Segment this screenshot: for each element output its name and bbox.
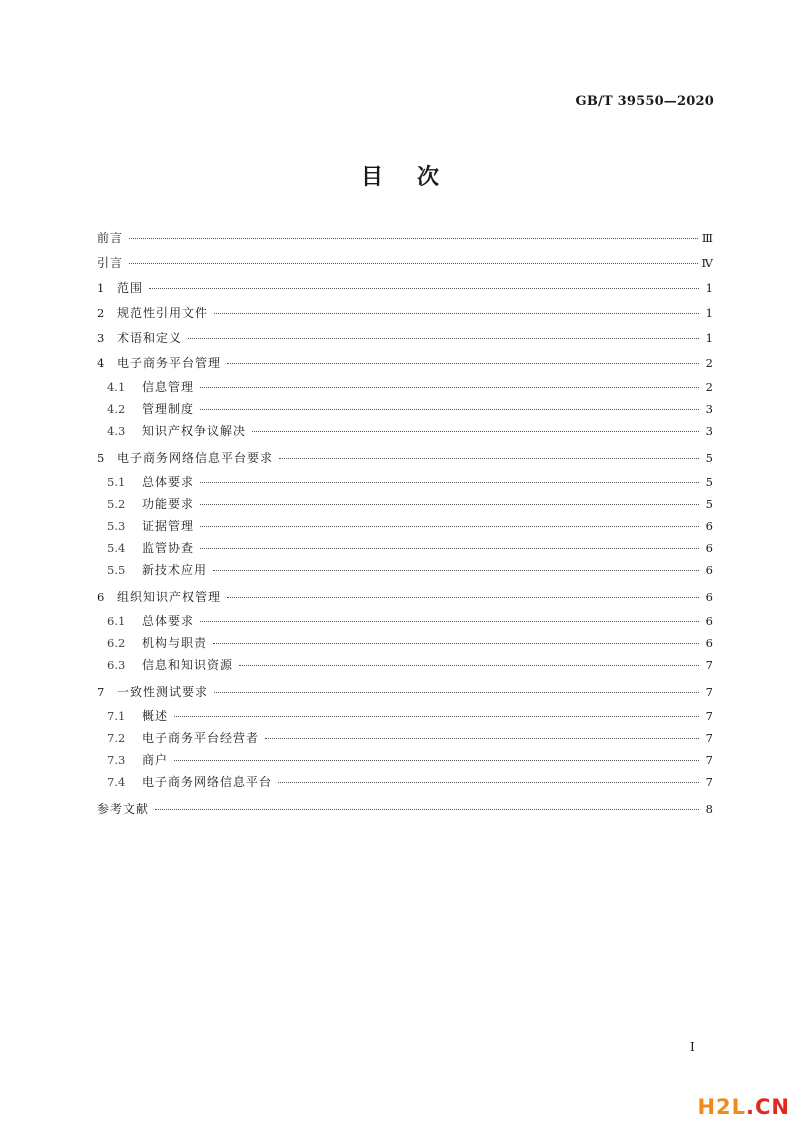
toc-entry-number: 5.3 — [107, 519, 126, 533]
toc-leader-dots — [200, 482, 699, 483]
toc-entry-page: 8 — [705, 802, 713, 816]
toc-entry-page: Ⅲ — [701, 231, 713, 245]
toc-entry[interactable] — [97, 654, 713, 676]
toc-leader-dots — [200, 526, 699, 527]
toc-entry[interactable] — [97, 680, 713, 705]
toc-leader-dots — [265, 738, 699, 739]
toc-entry-label: 范围 — [117, 281, 144, 295]
toc-leader-dots — [200, 548, 699, 549]
toc-entry-label: 参考文献 — [97, 802, 150, 816]
toc-entry[interactable] — [97, 398, 713, 420]
toc-entry-label: 总体要求 — [142, 475, 195, 489]
toc-entry-page: 6 — [705, 563, 713, 577]
toc-entry-number: 5.2 — [107, 497, 126, 511]
toc-entry-page: 7 — [705, 753, 713, 767]
toc-entry-page: 1 — [705, 331, 713, 345]
watermark-part-1: H2L — [697, 1095, 747, 1119]
title-char-2: 次 — [417, 165, 440, 190]
toc-entry-label: 规范性引用文件 — [117, 306, 209, 320]
toc-entry-label: 商户 — [142, 753, 169, 767]
toc-entry-label: 机构与职责 — [142, 636, 208, 650]
toc-entry[interactable] — [97, 471, 713, 493]
watermark-part-2: .CN — [746, 1095, 790, 1119]
toc-entry-number: 7 — [97, 685, 105, 699]
toc-entry-page: 7 — [705, 775, 713, 789]
toc-entry[interactable] — [97, 771, 713, 793]
toc-entry-number: 5 — [97, 451, 105, 465]
toc-entry-number: 7.2 — [107, 731, 126, 745]
toc-entry-label: 组织知识产权管理 — [117, 590, 222, 604]
table-of-contents — [97, 226, 713, 822]
toc-entry-label: 证据管理 — [142, 519, 195, 533]
page-number: I — [690, 1040, 695, 1054]
toc-entry-number: 7.4 — [107, 775, 126, 789]
standard-code: GB/T 39550—2020 — [575, 94, 714, 109]
toc-leader-dots — [129, 238, 698, 239]
toc-entry[interactable] — [97, 537, 713, 559]
toc-entry-label: 概述 — [142, 709, 169, 723]
toc-entry[interactable] — [97, 727, 713, 749]
toc-entry-page: 6 — [705, 590, 713, 604]
toc-entry[interactable] — [97, 749, 713, 771]
toc-entry-page: 5 — [705, 451, 713, 465]
toc-leader-dots — [227, 597, 699, 598]
toc-entry[interactable] — [97, 351, 713, 376]
toc-leader-dots — [200, 387, 699, 388]
toc-entry-page: 1 — [705, 281, 713, 295]
toc-entry-number: 7.3 — [107, 753, 126, 767]
page-title — [0, 160, 800, 191]
toc-leader-dots — [188, 338, 699, 339]
toc-entry-page: 6 — [705, 614, 713, 628]
toc-entry-number: 6.2 — [107, 636, 126, 650]
toc-entry-number: 4.2 — [107, 402, 126, 416]
toc-entry-number: 6.3 — [107, 658, 126, 672]
toc-entry[interactable] — [97, 376, 713, 398]
toc-entry-page: 2 — [705, 356, 713, 370]
toc-leader-dots — [227, 363, 699, 364]
toc-leader-dots — [200, 504, 699, 505]
toc-entry-page: 1 — [705, 306, 713, 320]
toc-entry-number: 3 — [97, 331, 105, 345]
toc-entry[interactable] — [97, 276, 713, 301]
toc-entry-number: 4 — [97, 356, 105, 370]
toc-entry-label: 管理制度 — [142, 402, 195, 416]
toc-entry-label: 知识产权争议解决 — [142, 424, 247, 438]
watermark-logo — [697, 1095, 790, 1119]
toc-entry[interactable] — [97, 797, 713, 822]
toc-entry[interactable] — [97, 326, 713, 351]
toc-entry-label: 信息管理 — [142, 380, 195, 394]
toc-entry-page: 5 — [705, 475, 713, 489]
toc-leader-dots — [200, 409, 699, 410]
toc-leader-dots — [213, 643, 699, 644]
toc-entry-number: 4.1 — [107, 380, 126, 394]
toc-entry-label: 监管协查 — [142, 541, 195, 555]
toc-leader-dots — [252, 431, 699, 432]
toc-entry-page: Ⅳ — [701, 256, 713, 270]
toc-leader-dots — [213, 570, 699, 571]
toc-leader-dots — [174, 716, 699, 717]
toc-leader-dots — [214, 313, 699, 314]
toc-entry-page: 6 — [705, 541, 713, 555]
toc-entry-number: 4.3 — [107, 424, 126, 438]
toc-entry-label: 电子商务网络信息平台 — [142, 775, 273, 789]
toc-entry-number: 6 — [97, 590, 105, 604]
toc-entry[interactable] — [97, 251, 713, 276]
toc-entry-number: 5.5 — [107, 563, 126, 577]
toc-entry-label: 引言 — [97, 256, 124, 270]
toc-entry-label: 新技术应用 — [142, 563, 208, 577]
toc-entry-page: 7 — [705, 685, 713, 699]
toc-entry-page: 6 — [705, 519, 713, 533]
toc-entry[interactable] — [97, 705, 713, 727]
toc-entry-label: 信息和知识资源 — [142, 658, 234, 672]
title-char-1: 目 — [360, 165, 383, 190]
toc-entry-page: 3 — [705, 424, 713, 438]
toc-entry-label: 功能要求 — [142, 497, 195, 511]
toc-leader-dots — [200, 621, 699, 622]
toc-leader-dots — [279, 458, 699, 459]
toc-entry[interactable] — [97, 226, 713, 251]
toc-leader-dots — [149, 288, 699, 289]
toc-entry-number: 2 — [97, 306, 105, 320]
toc-leader-dots — [174, 760, 699, 761]
toc-entry-label: 前言 — [97, 231, 124, 245]
toc-entry-number: 6.1 — [107, 614, 126, 628]
toc-entry-page: 6 — [705, 636, 713, 650]
toc-entry[interactable] — [97, 585, 713, 610]
toc-entry-number: 1 — [97, 281, 105, 295]
toc-entry-label: 术语和定义 — [117, 331, 183, 345]
toc-entry-page: 7 — [705, 731, 713, 745]
toc-leader-dots — [214, 692, 699, 693]
toc-entry-label: 总体要求 — [142, 614, 195, 628]
toc-entry-page: 7 — [705, 709, 713, 723]
toc-leader-dots — [129, 263, 697, 264]
toc-entry-page: 7 — [705, 658, 713, 672]
toc-entry[interactable] — [97, 515, 713, 537]
toc-entry[interactable] — [97, 446, 713, 471]
toc-leader-dots — [239, 665, 699, 666]
toc-entry[interactable] — [97, 420, 713, 442]
toc-leader-dots — [155, 809, 699, 810]
toc-entry-label: 一致性测试要求 — [117, 685, 209, 699]
toc-entry-number: 5.4 — [107, 541, 126, 555]
toc-entry[interactable] — [97, 493, 713, 515]
toc-entry-page: 3 — [705, 402, 713, 416]
toc-entry-number: 7.1 — [107, 709, 126, 723]
toc-entry[interactable] — [97, 301, 713, 326]
toc-entry-label: 电子商务平台经营者 — [142, 731, 260, 745]
toc-entry-page: 5 — [705, 497, 713, 511]
toc-entry-label: 电子商务平台管理 — [117, 356, 222, 370]
toc-entry[interactable] — [97, 632, 713, 654]
toc-entry[interactable] — [97, 610, 713, 632]
toc-entry-number: 5.1 — [107, 475, 126, 489]
toc-entry-page: 2 — [705, 380, 713, 394]
toc-leader-dots — [278, 782, 699, 783]
toc-entry-label: 电子商务网络信息平台要求 — [117, 451, 274, 465]
toc-entry[interactable] — [97, 559, 713, 581]
